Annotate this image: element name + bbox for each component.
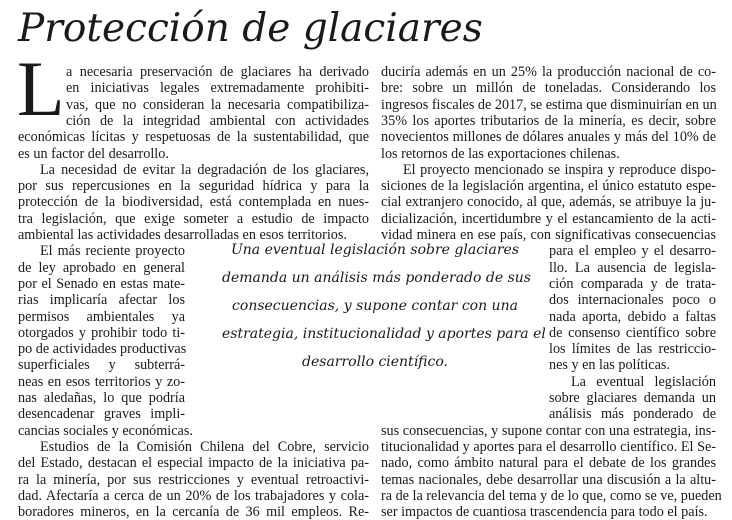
article-title: Protección de glaciares	[18, 6, 483, 51]
left-column-line: por sus repercusiones en la seguridad hídrica y para la	[18, 178, 369, 195]
left-column-line: rias implicaría afectar los	[18, 292, 185, 309]
pull-quote-line: consecuencias, y supone contar con una	[232, 298, 518, 314]
left-column-line: del Estado, destacan el especial impacto de la iniciativa pa-	[18, 455, 369, 472]
left-column-line: boradores mineros, en la cercanía de 36 mil empleos. Re-	[18, 504, 369, 520]
left-column-line: El más reciente proyecto	[40, 243, 185, 260]
right-column-line: cial extranjero conocido, al que, además, se atribuye la ju-	[381, 194, 716, 211]
left-column-line: por el Senado en estas mate-	[18, 275, 185, 292]
right-column-line: La eventual legislación	[571, 373, 716, 390]
left-column-line: cancias sociales y económicas.	[18, 422, 193, 439]
left-column-line: vas, que no consideran la necesaria compatibiliza-	[66, 96, 369, 113]
right-column-line: los límites de las restriccio-	[549, 341, 716, 358]
pull-quote-line: estrategia, institucionalidad y aportes para el	[222, 326, 546, 342]
right-column-line: ción comparada y de trata-	[549, 275, 716, 292]
left-column-line: ción de la integridad ambiental con actividades	[66, 112, 369, 129]
left-column-line: La necesidad de evitar la degradación de los glaciares,	[40, 161, 369, 178]
right-column-line: dicialización, incertidumbre y el estancamiento de la acti-	[381, 210, 716, 227]
left-column-line: otorgados y prohibir todo ti-	[18, 324, 185, 341]
left-column-line: de ley aprobado en general	[18, 259, 185, 276]
pull-quote	[222, 238, 546, 378]
left-column-line: en iniciativas legales extremadamente prohibiti-	[66, 80, 369, 97]
right-column-line: El proyecto mencionado se inspira y reproduce dispo-	[403, 161, 716, 178]
right-column-line: bre: sobre un millón de toneladas. Considerando los	[381, 80, 716, 97]
right-column-line: análisis más ponderado de	[549, 406, 716, 423]
right-column-line: nada aporta, debido a faltas	[549, 308, 716, 325]
left-column-line: nas aledañas, lo que podría	[18, 390, 185, 406]
right-column-line: ser impactos de cuantiosa trascendencia para todo el país.	[381, 504, 708, 520]
right-column-line: llo. La ausencia de legisla-	[549, 259, 716, 276]
right-column-line: duciría además en un 25% la producción nacional de co-	[381, 64, 716, 80]
left-column-line: superficiales y subterrá-	[18, 357, 185, 374]
left-column-line: neas en esos territorios y zo-	[18, 373, 185, 390]
left-column-line: desencadenar graves impli-	[18, 406, 185, 423]
right-column-line: los retornos de las exportaciones chilenas.	[381, 145, 620, 162]
right-column-line: ra de la relevancia del tema y de lo que, como se ve, pueden	[381, 487, 722, 504]
right-column-line: siciones de la legislación argentina, el único estatuto espe-	[381, 178, 716, 195]
left-column-line: a necesaria preservación de glaciares ha derivado	[66, 64, 369, 80]
right-column-line: sus consecuencias, y supone contar con una estrategia, ins-	[381, 422, 716, 439]
right-column-line: dos internacionales poco o	[549, 292, 716, 309]
right-column-line: titucionalidad y aportes para el desarrollo científico. El Se-	[381, 438, 716, 455]
left-column-line: permisos ambientales ya	[18, 308, 185, 325]
right-column-line: para el empleo y el desarro-	[549, 243, 716, 260]
drop-cap: L	[17, 45, 65, 132]
left-column-line: Estudios de la Comisión Chilena del Cobre, servicio	[40, 438, 369, 455]
right-column-line: sobre glaciares demanda un	[549, 390, 716, 406]
right-column-line: vidad minera en ese país, con significativas consecuencias	[381, 227, 716, 243]
right-column-line: temas nacionales, debe desarrollar una discusión a la altu-	[381, 471, 716, 488]
left-column-line: económicas lícitas y respetuosas de la sustentabilidad, que	[18, 129, 369, 146]
left-column-line: dad. Afectaría a cerca de un 20% de los trabajadores y cola-	[18, 487, 369, 504]
right-column-line: nado, como ámbito natural para el debate de los grandes	[381, 455, 716, 472]
left-column-line: es un factor del desarrollo.	[18, 145, 169, 162]
left-column-line: protección de la biodiversidad, está contemplada en nues-	[18, 194, 369, 211]
right-column-line: de consenso científico sobre	[549, 324, 716, 341]
left-column-line: ra la minería, por sus restricciones y eventual retroactivi-	[18, 471, 369, 488]
pull-quote-line: demanda un análisis más ponderado de sus	[222, 270, 531, 286]
left-column-line: ambiental las actividades desarrolladas en esos territorios.	[18, 227, 347, 243]
left-column-line: tra legislación, que exige someter a estudio de impacto	[18, 210, 369, 227]
left-column-line: po de actividades productivas	[18, 341, 187, 358]
pull-quote-line: Una eventual legislación sobre glaciares	[230, 242, 520, 258]
pull-quote-line: desarrollo científico.	[302, 354, 448, 370]
right-column-line: ingresos fiscales de 2017, se estima que disminuirían en un	[381, 96, 717, 113]
right-column-line: nes y en las políticas.	[549, 357, 670, 374]
right-column-line: 35% los aportes tributarios de la minería, es decir, sobre	[381, 112, 716, 129]
right-column-line: novecientos millones de dólares anuales y más del 10% de	[381, 129, 716, 146]
